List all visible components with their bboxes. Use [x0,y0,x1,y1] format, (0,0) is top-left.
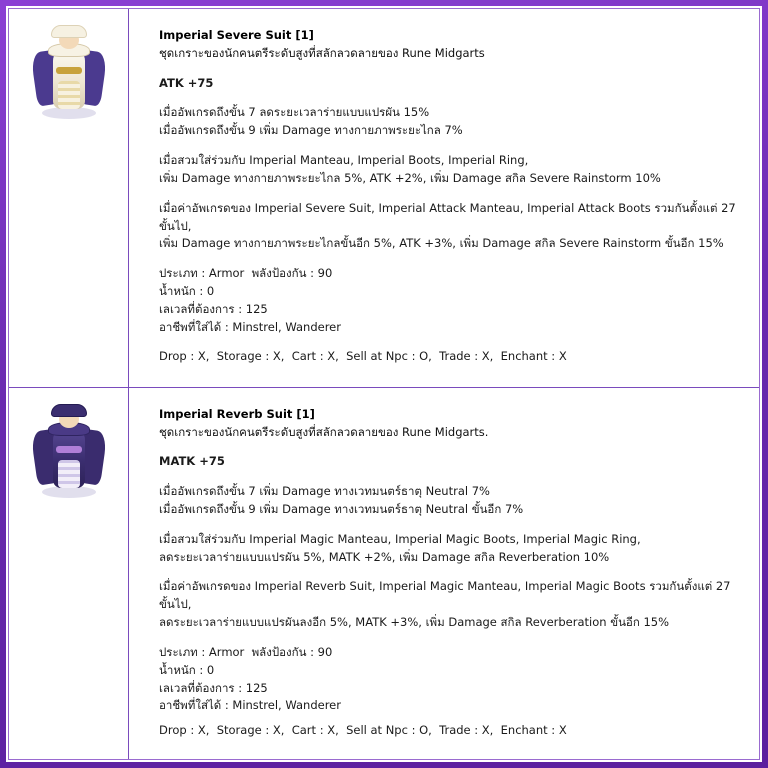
spacer [159,715,743,722]
item-set-line-1: เมื่อสวมใส่ร่วมกับ Imperial Manteau, Imperial Boots, Imperial Ring, [159,153,529,168]
sprite-skirt-trim [58,460,80,488]
item-bonus-line-1: เมื่อค่าอัพเกรดของ Imperial Reverb Suit, Imperial Magic Manteau, Imperial Magic Boots รวมกันตั้งแต่ 27 ขั้นไป, [159,579,735,612]
item-trade-flags: Drop : X, Storage : X, Cart : X, Sell at Npc : O, Trade : X, Enchant : X [159,723,567,738]
item-info-panel [8,8,760,760]
item-description: ชุดเกราะของนักคนตรีระดับสูงที่สลักลวดลายของ Rune Midgarts. [159,424,489,439]
item-entry-severe-suit [9,9,759,388]
spacer [159,471,743,483]
item-trade-flags: Drop : X, Storage : X, Cart : X, Sell at Npc : O, Trade : X, Enchant : X [159,349,567,364]
item-text-cell [129,9,759,387]
spacer [159,566,743,578]
item-stat: ATK +75 [159,75,214,90]
item-set-line-1: เมื่อสวมใส่ร่วมกับ Imperial Magic Manteau, Imperial Magic Boots, Imperial Magic Ring, [159,531,641,546]
item-description: ชุดเกราะของนักคนตรีระดับสูงที่สลักลวดลายของ Rune Midgarts [159,45,485,60]
item-title: Imperial Reverb Suit [1] [159,406,315,421]
sprite-sash [56,67,82,74]
item-title: Imperial Severe Suit [1] [159,28,314,42]
sprite-skirt-trim [58,81,80,109]
item-bonus-line-2: เพิ่ม Damage ทางกายภาพระยะไกลขั้นอีก 5%, ATK +3%, เพิ่ม Damage สกิล Severe Rainstorm ขั้นอีก 15% [159,236,724,251]
item-icon-cell [9,388,129,759]
sprite-hat [51,404,87,417]
spacer [159,140,743,152]
sprite-hat [51,25,87,38]
item-bonus-line-1: เมื่อค่าอัพเกรดของ Imperial Severe Suit, Imperial Attack Manteau, Imperial Attack Boots รวมกันตั้งแต่ 27 ขั้นไป, [159,200,740,233]
item-spec-jobs: อาชีพที่ใส่ได้ : Minstrel, Wanderer [159,698,341,713]
item-entry-reverb-suit [9,388,759,759]
item-upgrade-line-2: เมื่ออัพเกรดถึงขั้น 9 เพิ่ม Damage ทางกายภาพระยะไกล 7% [159,123,463,138]
item-spec-type: ประเภท : Armor พลังป้องกัน : 90 [159,644,333,659]
item-spec-weight: น้ำหนัก : 0 [159,662,215,677]
item-spec-type: ประเภท : Armor พลังป้องกัน : 90 [159,266,333,281]
item-text-cell [129,388,759,759]
item-spec-weight: น้ำหนัก : 0 [159,283,215,298]
item-spec-level: เลเวลที่ต้องการ : 125 [159,301,268,316]
item-set-line-2: เพิ่ม Damage ทางกายภาพระยะไกล 5%, ATK +2%, เพิ่ม Damage สกิล Severe Rainstorm 10% [159,170,661,185]
sprite-sash [56,446,82,453]
spacer [159,63,743,75]
item-bonus-line-2: ลดระยะเวลาร่ายแบบแปรผันลงอีก 5%, MATK +3%, เพิ่ม Damage สกิล Reverberation ขั้นอีก 15% [159,615,670,630]
spacer [159,188,743,200]
imperial-severe-suit-sprite [32,25,106,121]
item-upgrade-line-1: เมื่ออัพเกรดถึงขั้น 7 เพิ่ม Damage ทางเวทมนตร์ธาตุ Neutral 7% [159,484,490,499]
spacer [159,441,743,453]
item-set-line-2: ลดระยะเวลาร่ายแบบแปรผัน 5%, MATK +2%, เพิ่ม Damage สกิล Reverberation 10% [159,549,610,564]
spacer [159,632,743,644]
spacer [159,336,743,348]
item-spec-level: เลเวลที่ต้องการ : 125 [159,680,268,695]
item-upgrade-line-1: เมื่ออัพเกรดถึงขั้น 7 ลดระยะเวลาร่ายแบบแปรผัน 15% [159,105,430,120]
item-icon-cell [9,9,129,387]
spacer [159,519,743,531]
item-spec-jobs: อาชีพที่ใส่ได้ : Minstrel, Wanderer [159,319,341,334]
item-upgrade-line-2: เมื่ออัพเกรดถึงขั้น 9 เพิ่ม Damage ทางเวทมนตร์ธาตุ Neutral ขั้นอีก 7% [159,502,524,516]
spacer [159,253,743,265]
imperial-reverb-suit-sprite [32,404,106,500]
spacer [159,92,743,104]
item-stat: MATK +75 [159,454,225,469]
